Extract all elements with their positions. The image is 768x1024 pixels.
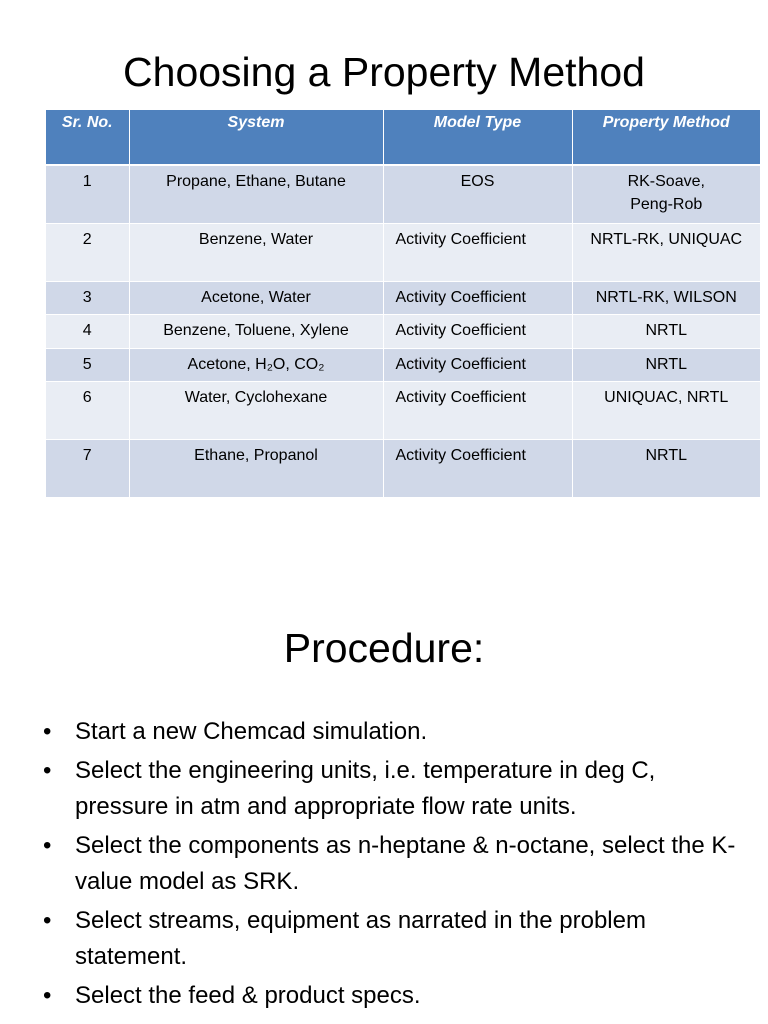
cell-sr-no: 6 xyxy=(46,381,129,439)
cell-model-type: Activity Coefficient xyxy=(383,223,572,281)
cell-model-type: Activity Coefficient xyxy=(383,439,572,497)
cell-model-type: Activity Coefficient xyxy=(383,281,572,314)
list-item-text: Select streams, equipment as narrated in the problem statement. xyxy=(75,907,646,970)
list-item-text: Select the engineering units, i.e. temperature in deg C, pressure in atm and appropriate flow rate units. xyxy=(75,757,656,820)
cell-property-method: NRTL xyxy=(572,439,760,497)
table-row xyxy=(46,314,760,348)
list-item xyxy=(40,753,740,825)
table-row xyxy=(46,165,760,223)
list-item xyxy=(40,714,740,750)
list-item xyxy=(40,978,740,1014)
table-row xyxy=(46,439,760,497)
header-sr-no: Sr. No. xyxy=(46,110,129,165)
table-header-row xyxy=(46,110,760,165)
cell-property-method: NRTL xyxy=(572,314,760,348)
method-line-1: RK-Soave, xyxy=(627,173,705,190)
cell-system: Water, Cyclohexane xyxy=(129,381,383,439)
cell-system: Benzene, Toluene, Xylene xyxy=(129,314,383,348)
list-item-text: Select the components as n-heptane & n-octane, select the K-value model as SRK. xyxy=(75,832,736,895)
list-item xyxy=(40,828,740,900)
procedure-title: Procedure: xyxy=(283,625,485,671)
cell-system: Acetone, H₂O, CO₂ xyxy=(129,348,383,381)
cell-model-type: Activity Coefficient xyxy=(383,348,572,381)
cell-sr-no: 5 xyxy=(46,348,129,381)
cell-sr-no: 1 xyxy=(46,165,129,223)
bullet-icon: • xyxy=(43,982,52,1009)
list-item-text: Select the feed & product specs. xyxy=(75,982,421,1009)
list-item-text: Start a new Chemcad simulation. xyxy=(75,718,428,745)
cell-sr-no: 7 xyxy=(46,439,129,497)
bullet-icon: • xyxy=(43,718,52,745)
property-method-table xyxy=(46,110,760,498)
cell-system: Benzene, Water xyxy=(129,223,383,281)
cell-sr-no: 4 xyxy=(46,314,129,348)
cell-property-method: NRTL-RK, WILSON xyxy=(572,281,760,314)
cell-system: Ethane, Propanol xyxy=(129,439,383,497)
header-model-type: Model Type xyxy=(383,110,572,165)
method-line-2: Peng-Rob xyxy=(630,196,703,213)
bullet-icon: • xyxy=(43,907,52,934)
cell-sr-no: 2 xyxy=(46,223,129,281)
cell-property-method: NRTL-RK, UNIQUAC xyxy=(572,223,760,281)
header-system: System xyxy=(129,110,383,165)
cell-property-method: UNIQUAC, NRTL xyxy=(572,381,760,439)
cell-sr-no: 3 xyxy=(46,281,129,314)
table-row xyxy=(46,381,760,439)
procedure-list xyxy=(40,714,740,1017)
cell-system: Acetone, Water xyxy=(129,281,383,314)
bullet-icon: • xyxy=(43,757,52,784)
cell-system: Propane, Ethane, Butane xyxy=(129,165,383,223)
cell-model-type: Activity Coefficient xyxy=(383,381,572,439)
header-property-method: Property Method xyxy=(572,110,760,165)
table-row xyxy=(46,281,760,314)
cell-model-type: Activity Coefficient xyxy=(383,314,572,348)
cell-model-type: EOS xyxy=(383,165,572,223)
slide-title: Choosing a Property Method xyxy=(123,49,645,95)
cell-property-method xyxy=(572,165,760,223)
list-item xyxy=(40,903,740,975)
table-row xyxy=(46,348,760,381)
bullet-icon: • xyxy=(43,832,52,859)
table-row xyxy=(46,223,760,281)
cell-property-method: NRTL xyxy=(572,348,760,381)
